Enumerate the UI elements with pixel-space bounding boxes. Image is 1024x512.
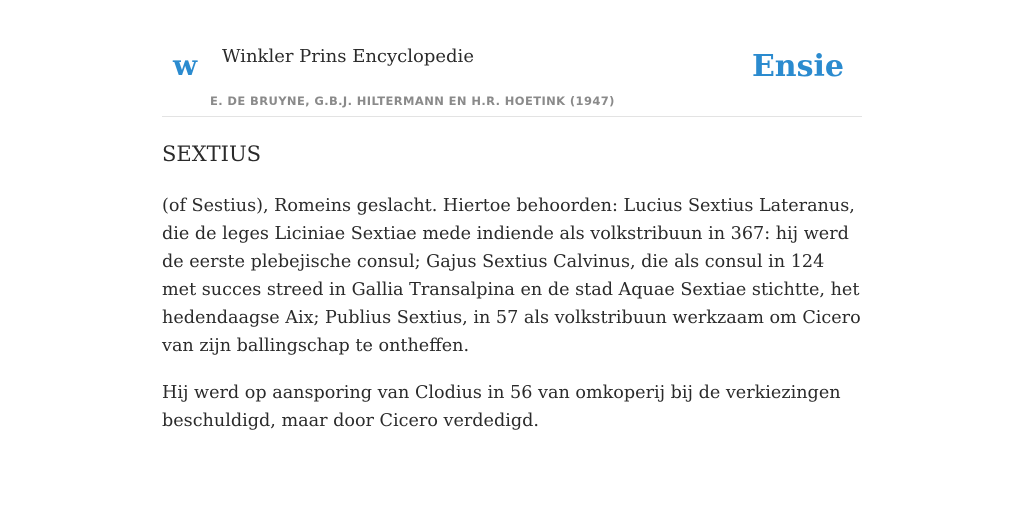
source-header xyxy=(162,0,862,117)
source-title[interactable]: Winkler Prins Encyclopedie xyxy=(222,46,474,67)
source-logo[interactable]: w xyxy=(173,49,198,82)
entry-body xyxy=(162,192,862,454)
source-authors: E. DE BRUYNE, G.B.J. HILTERMANN EN H.R. HOETINK (1947) xyxy=(210,94,615,108)
entry-paragraph: (of Sestius), Romeins geslacht. Hiertoe behoorden: Lucius Sextius Lateranus, die de leges Liciniae Sextiae mede indiende als volkstribuun in 367: hij werd de eerste plebejische consul; Gajus Sextius Calvinus, die als consul in 124 met succes streed in Gallia Transalpina en de stad Aquae Sextiae stichtte, het hedendaagse Aix; Publius Sextius, in 57 als volkstribuun werkzaam om Cicero van zijn ballingschap te ontheffen. xyxy=(162,196,861,356)
brand-logo[interactable]: Ensie xyxy=(751,49,844,84)
entry-title: SEXTIUS xyxy=(162,142,262,166)
entry-paragraph: Hij werd op aansporing van Clodius in 56 van omkoperij bij de verkiezingen beschuldigd, maar door Cicero verdedigd. xyxy=(162,383,841,431)
